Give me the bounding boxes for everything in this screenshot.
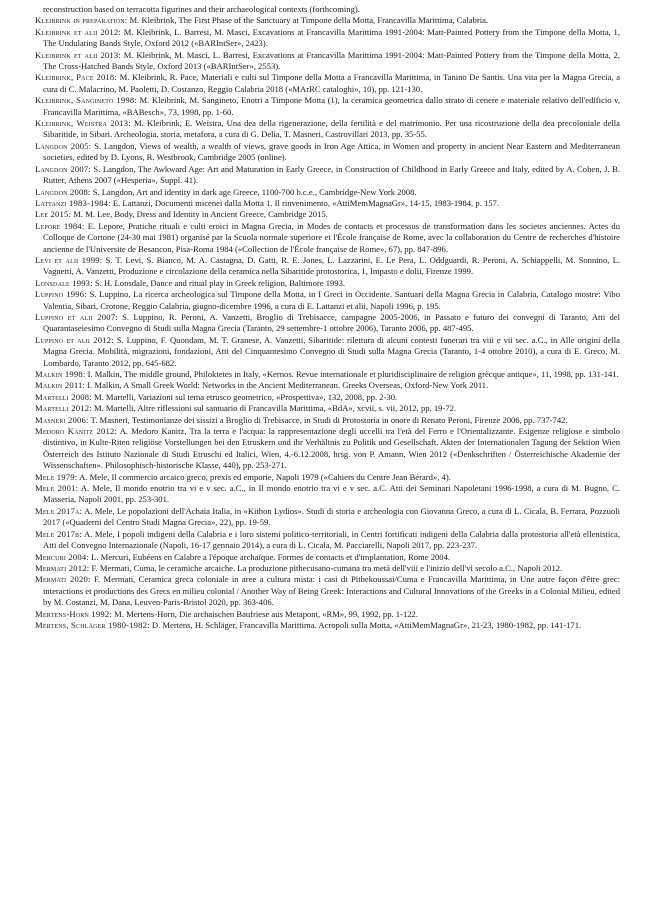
entry-text: F. Mermati, Cuma, le ceramiche arcaiche. La produzione pithecusano-cumana tra metà dell'viii e l'inizio dell'vi secolo a.C., Napoli 2012.	[91, 562, 563, 573]
bibliography-entry	[35, 472, 620, 483]
entry-text: M. M. Lee, Body, Dress and Identity in Ancient Greece, Cambridge 2015.	[73, 209, 328, 220]
entry-text: A. Mele, I popoli indigeni della Calabria e i loro sistemi politico-territoriali, in Centri fortificati indigeni della Calabria dalla protostoria all'età ellenistica, Atti del Convegno Internazionale (Napoli, 16-17 gennaio 2014), a cura di L. Cicala, M. Pacciarelli, Napoli 2017, pp. 223-237.	[43, 528, 620, 551]
entry-key: Langdon 2007:	[35, 163, 91, 174]
bibliography-entry	[35, 50, 620, 73]
entry-text: F. Mermati, Ceramica greca coloniale in aree a cultura mista: i casi di Pithekoussai/Cuma e Francavilla Marittima, in Une autre façon d'être grec: interactions et productions des Grecs en milieu colonial / Another Way of Being Greek: Interactions and Cultural Innovations of the Greeks in a Colonial Milieu, edited by M. Costanzi, M. Dana, Leuven-Paris-Bristol 2020, pp. 363-406.	[43, 574, 620, 608]
entry-key: Malkin 2011:	[35, 380, 86, 391]
bibliography-entry	[35, 403, 620, 414]
entry-text: S. Luppino, La ricerca archeologica sul Timpone della Motta, in I Greci in Occidente. Santuari della Magna Grecia in Calabria, Catalogo mostre: Vibo Valentia, Sibari, Crotone, Reggio Calabria, giugno-dicembre 1996, a cura di E. Lattanzi et alii, Napoli 1996, p. 195.	[43, 289, 620, 311]
entry-key: Lonsdale 1993:	[35, 277, 93, 288]
entry-key: Mele 2017b:	[35, 528, 82, 539]
entry-text: M. Martelli, Variazioni sul tema etrusco geometrico, «Prospettiva», 132, 2008, pp. 2-30.	[93, 391, 398, 402]
bibliography-entry	[35, 609, 620, 620]
entry-key: Kleibrink et alii 2013:	[35, 49, 122, 60]
bibliography-entry	[35, 574, 620, 608]
bibliography-entry	[35, 198, 620, 209]
bibliography-entry	[35, 221, 620, 255]
entry-text: L. Mercuri, Eubéens en Calabre a l'époque archaïque. Formes de contacts et d'implantation, Rome 2004.	[91, 551, 451, 562]
entry-text: M. Martelli, Altre riflessioni sul santuario di Francavilla Marittima, «BdA», xcvii, s. vii, 2012, pp. 19-72.	[93, 403, 457, 414]
entry-key: Mele 2017a:	[35, 505, 83, 516]
entry-key: Kleibrink, Sangineto 1998:	[35, 95, 137, 106]
bibliography-entry	[35, 118, 620, 141]
entry-key: Masneri 2006:	[35, 414, 89, 425]
entry-text: A. Medoro Kanitz, Tra la terra e l'acqua: la rappresentazione degli uccelli tra l'età del Ferro e l'Orientalizzante. Esigenze religiose e simbolo distintivo, in Kulte-Riten religiöse Vorstellungen bei den Etruskern und ihr Verhältnis zu Politik und Gesellschaft. Akten der Internationalen Tagung der Sektion Wien Österreich des Istituto Nazionale di Studi Etruschi ed Italici, Wien, 4.-6.12.2008, hrsg. von P. Amann, Wien 2012 («Denkschriften / Österreichische Akademie der Wissenschaften». Philosophisch-historische Klasse, 440), pp. 253-271.	[43, 426, 620, 471]
entry-key: Levi et alii 1999:	[35, 254, 103, 265]
entry-key: Malkin 1998:	[35, 369, 86, 379]
bibliography-entry	[35, 312, 620, 335]
bibliography-entry	[35, 380, 620, 391]
bibliography-entry	[35, 483, 620, 506]
bibliography-entry	[35, 552, 620, 563]
entry-key: Lattanzi 1983-1984:	[35, 197, 111, 208]
bibliography-entry	[35, 255, 620, 278]
entry-text: M. Mertens-Horn, Die archaischen Baufriese aus Metapont, «RM», 99, 1992, pp. 1-122.	[114, 608, 418, 619]
entry-text: S. Langdon, Art and identity in dark age Greece, 1100-700 b.c.e., Cambridge-New York 2008.	[92, 186, 417, 197]
bibliography-entry	[35, 289, 620, 312]
entry-text: I. Malkin, A Small Greek World: Networks in the Ancient Mediterranean. Greeks Overseas, Oxford-New York 2011.	[87, 380, 489, 391]
entry-text: A. Mele, Il commercio arcaico greco, prexis ed emporie, Napoli 1979 («Cahiers du Centre Jean Bérard», 4).	[79, 471, 451, 482]
entry-text: T. Masneri, Testimonianze dei sissizi a Broglio di Trebisacce, in Studi di Protostoria in onore di Renato Peroni, Firenze 2006, pp. 737-742.	[90, 414, 568, 425]
entry-text: A. Mele, Il mondo enotrio tra vi e v sec. a.C., in Il mondo enotrio tra vi e v sec. a.C. Atti dei Seminari Napoletani 1996-1998, a cura di M. Bugno, C. Masseria, Napoli 2001, pp. 253-301.	[43, 483, 620, 505]
bibliography-entry	[35, 15, 620, 26]
entry-text: S. Luppino, R. Peroni, A. Vanzetti, Broglio di Trebisacce, campagne 2005-2006, in Passato e futuro dei convegni di Taranto, Atti del Quarantaseiesimo Convegno di Studi sulla Magna Grecia (Taranto, 29 settembre-1 ottobre 2006), Taranto 2006, pp. 487-495.	[43, 311, 620, 334]
entry-key: Medoro Kanitz 2012:	[35, 426, 118, 437]
entry-key: Mermati 2012:	[35, 562, 90, 573]
entry-key: Langdon 2005:	[35, 140, 92, 151]
entry-key: Lee 2015:	[35, 209, 72, 220]
bibliography-entry	[35, 392, 620, 403]
bibliography-entry	[35, 187, 620, 198]
entry-key: Luppino et alii 2012:	[35, 334, 114, 345]
bibliography-entry	[35, 426, 620, 472]
entry-text: D. Mertens, H. Schläger, Francavilla Marittima. Acropoli sulla Motta, «AttiMemMagnaGr», 21-23, 1980-1982, pp. 141-171.	[151, 619, 582, 630]
entry-text: S. H. Lonsdale, Dance and ritual play in Greek religion, Baltimore 1993.	[94, 277, 346, 288]
bibliography-entry	[35, 164, 620, 187]
entry-key: Martelli 2008:	[35, 391, 92, 402]
entry-key: Martelli 2012:	[35, 403, 92, 414]
entry-text: reconstruction based on terracotta figurines and their archaeological contexts (forthcoming).	[43, 4, 360, 14]
bibliography-entry	[35, 563, 620, 574]
entry-text: E. Lattanzi, Documenti micenei dalla Motta 1. Il rinvenimento, «AttiMemMagnaGr», 14-15, 1983-1984, p. 157.	[112, 197, 499, 208]
bibliography-entry	[35, 278, 620, 289]
bibliography-entry	[35, 27, 620, 50]
entry-text: S. T. Levi, S. Bianco, M. A. Castagna, D. Gatti, R. E. Jones, L. Lazzarini, E. Le Pera, L. Oddguardi, R. Peroni, A. Schiappelli, M. Sonnino, L. Vagnetti, A. Vanzetti, Produzione e circolazione della ceramica nella Sibaritide protostorica, 1, Impasto e dolii, Firenze 1999.	[43, 254, 620, 277]
entry-key: Mele 1979:	[35, 471, 78, 482]
entry-key: Mertens, Schläger 1980-1982:	[35, 619, 150, 630]
entry-key: Mertens-Horn 1992:	[35, 608, 113, 619]
entry-text: E. Lepore, Pratiche rituali e culti eroici in Magna Grecia, in Modes de contacts et processus de transformation dans les societes anciennes. Actes du Colloque de Cortone (24-30 mai 1981) organisé par la Scuola normale superiore et l'École française de Rome, avec la collaboration du Centre de recherches d'histoire ancienne de l'Universite de Besancon, Pisa-Roma 1984 («Collection de l'École française de Rome», 67), pp. 847-896.	[43, 220, 621, 254]
entry-key: Kleibrink et alii 2012:	[35, 26, 122, 37]
entry-text: M. Kleibrink, M. Sangineto, Enotri a Timpone Motta (1), la ceramica geometrica dallo strato di cenere e materiale relativo dell'edificio v, Francavilla Marittima, «BABesch», 73, 1998, pp. 1-60.	[43, 95, 620, 117]
bibliography-entry	[35, 4, 620, 15]
entry-text: A. Mele, Le popolazioni dell'Achaia Italia, in «Kithon Lydios». Studi di storia e archeologia con Giovanna Greco, a cura di L. Cicala, B. Ferrara, Pozzuoli 2017 («Quaderni del Centro Studi Magna Grecia», 22), pp. 19-59.	[43, 505, 620, 528]
bibliography-entry	[35, 506, 620, 529]
bibliography-entry	[35, 335, 620, 369]
entry-text: I. Malkin, The middle ground, Philoktetes in Italy, «Kernos. Revue internationale et pluridisciplinaire de religion grècque antique», 11, 1998, pp. 131-141.	[87, 369, 619, 379]
entry-key: Kleibrink, Weistra 2013:	[35, 118, 131, 129]
bibliography-entry	[35, 141, 620, 164]
entry-key: Kleibrink, Pace 2018:	[35, 72, 118, 83]
entry-text: S. Luppino, F. Quondam, M. T. Granese, A. Vanzetti, Sibaritide: rilettura di alcuni contesti funerari tra viii e vii sec. a.C., in Alle origini della Magna Grecia. Mobilità, migrazioni, fondazioni, Atti del Cinquantesimo Convegno di Studi sulla Magna Grecia (Taranto, 1-4 ottobre 2010), a cura di E. Greco, M. Lombardo, Taranto 2012, pp. 645-682.	[43, 334, 620, 368]
entry-key: Mele 2001:	[35, 483, 79, 494]
entry-text: S. Langdon, The Awkward Age: Art and Maturation in Early Greece, in Construction of Childhood in Early Greece and Italy, edited by A. Cohen, J. B. Rutter, Athens 2007 («Hesperia», Suppl. 41).	[43, 163, 620, 186]
bibliography-entry	[35, 529, 620, 552]
entry-key: Lepore 1984:	[35, 220, 85, 231]
bibliography-entry	[35, 415, 620, 426]
entry-text: M. Kleibrink, R. Pace, Materiali e culti sul Timpone della Motta a Francavilla Marittima, in Tanino De Santis. Una vita per la Magna Grecia, a cura di C. Malacrino, M. Paoletti, D. Costanzo, Reggio Calabria 2018 («MArRC cataloghi», 10), pp. 121-130.	[43, 72, 621, 94]
entry-text: S. Langdon, Views of wealth, a wealth of views, grave goods in Iron Age Attica, in Women and property in ancient Near Eastern and Mediterranean societies, edited by D. Lyons, R. Westbrook, Cambridge 2005 (online).	[43, 140, 620, 163]
entry-key: Luppino 1996:	[35, 289, 87, 300]
bibliography-entry	[35, 72, 620, 95]
entry-key: Mercuri 2004:	[35, 551, 89, 562]
entry-key: Mermati 2020:	[35, 574, 91, 585]
entry-text: M. Kleibrink, M. Masci, L. Barresi, Excavations at Francavilla Marittima 1991-2004: Matt-Painted Pottery from the Timpone della Motta, 2, The Cross-Hatched Bands Style, Oxford 2013 («BARIntSer», 2553).	[43, 49, 620, 72]
entry-key: Kleibrink in preparation:	[35, 15, 128, 26]
entry-text: M. Kleibrink, L. Barresi, M. Masci, Excavations at Francavilla Marittima 1991-2004: Matt-Painted Pottery from the Timpone della Motta, 1, The Undulating Bands Style, Oxford 2012 («BARIntSer», 2423).	[43, 26, 620, 49]
bibliography-entry	[35, 95, 620, 118]
entry-key: Langdon 2008:	[35, 186, 91, 197]
entry-key: Luppino et alii 2007:	[35, 311, 118, 322]
entry-text: M. Kleibrink, The First Phase of the Sanctuary at Timpone della Motta, Francavilla Marittima, Calabria.	[129, 15, 489, 26]
entry-text: M. Kleibrink, E. Weistra, Una dea della rigenerazione, della fertilità e del matrimonio. Per una ricostruzione della dea precoloniale della Sibaritide, in Sibari. Archeologia, storia, metafora, a cura di G. Delia, T. Masneri, Castrovillari 2013, pp. 35-55.	[43, 118, 620, 140]
bibliography-page	[35, 4, 620, 631]
bibliography-entry	[35, 620, 620, 631]
bibliography-entry	[35, 209, 620, 220]
bibliography-entry	[35, 369, 620, 380]
